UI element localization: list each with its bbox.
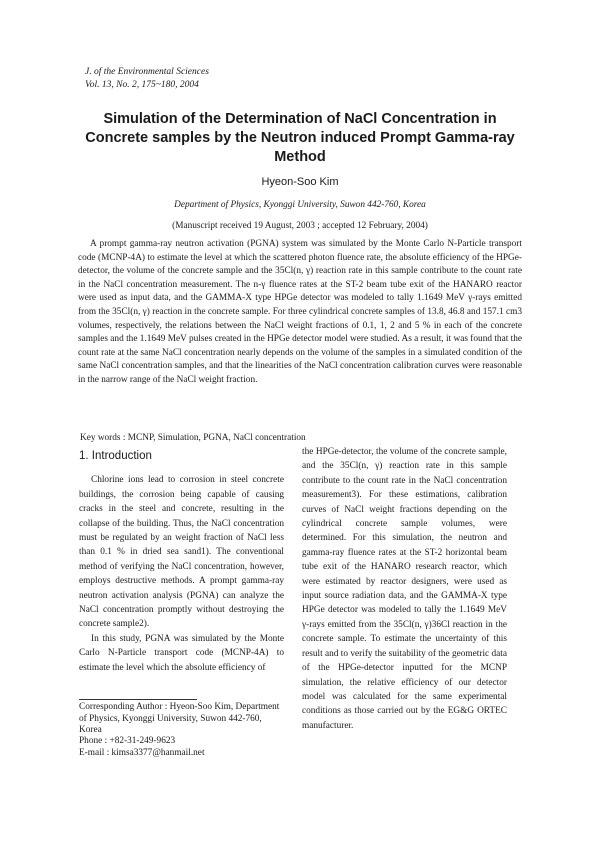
left-column [79,445,284,759]
intro-paragraph-1: Chlorine ions lead to corrosion in steel concrete buildings, the corrosion being capable of causing cracks in the steel and concrete, resulting in the collapse of the building. Thus, the NaCl concentration must be regulated by an weight fraction of NaCl less than 0.1 % in dried sea sand1). The conventional method of verifying the NaCl concentration, however, employs destructive methods. A prompt gamma-ray neutron activation analysis (PGNA) can analyze the NaCl concentration promptly without destroying the concrete sample2). [79,475,284,630]
right-column [302,445,507,733]
footnote-divider [79,699,197,700]
corresponding-phone: Phone : +82-31-249-9623 [79,736,176,747]
manuscript-dates: (Manuscript received 19 August, 2003 ; accepted 12 February, 2004) [172,221,428,231]
journal-name: J. of the Environmental Sciences [85,67,209,77]
title-line-3: Method [274,149,326,165]
section-heading: 1. Introduction [79,450,152,462]
title-line-1: Simulation of the Determination of NaCl Concentration in [103,111,497,127]
keywords: Key words : MCNP, Simulation, PGNA, NaCl concentration [80,433,306,443]
paper-title [60,110,540,167]
journal-volume: Vol. 13, No. 2, 175~180, 2004 [85,80,199,90]
author-name: Hyeon-Soo Kim [261,176,339,188]
journal-citation [85,66,209,92]
intro-paragraph-2: In this study, PGNA was simulated by the Monte Carlo N-Particle transport code (MCNP-4A) to estimate the level which the absolute efficiency of [79,633,284,673]
corresponding-email: E-mail : kimsa3377@hanmail.net [79,747,205,758]
intro-paragraph-continued: the HPGe-detector, the volume of the concrete sample, and the 35Cl(n, γ) reaction rate in this sample contribute to the count rate in the NaCl concentration measurement3). For these estimations, calibration curves of NaCl weight fractions depending on the cylindrical concrete sample volumes, were determined. For this simulation, the neutron and gamma-ray fluence rates at the ST-2 horizontal beam tube exit of the HANARO research reactor, which were estimated by reactor designers, were used as input source radiation data, and the GAMMA-X type HPGe detector was modeled to tally the 1.1649 MeV γ-rays emitted from the 35Cl(n, γ)36Cl reaction in the concrete sample. To estimate the uncertainty of this result and to verify the suitability of the geometric data of the HPGe-detector inputted for the MCNP simulation, the relative efficiency of our detector model was calculated for the same experimental conditions as those carried out by the EG&G ORTEC manufacturer. [302,447,507,731]
author-affiliation: Department of Physics, Kyonggi University, Suwon 442-760, Korea [174,200,426,210]
title-line-2: Concrete samples by the Neutron induced Prompt Gamma-ray [85,130,515,146]
corresponding-author: Corresponding Author : Hyeon-Soo Kim, Department of Physics, Kyonggi University, Suwon 442-760, Korea [79,702,280,735]
abstract: A prompt gamma-ray neutron activation (PGNA) system was simulated by the Monte Carlo N-Particle transport code (MCNP-4A) to estimate the level at which the scattered photon fluence rate, the absolute efficiency of the HPGe-detector, the volume of the concrete sample and the 35Cl(n, γ) reaction rate in this sample contribute to the count rate in the NaCl concentration measurement. The n-γ fluence rates at the ST-2 beam tube exit of the HANARO reactor were used as input data, and the GAMMA-X type HPGe detector was modeled to tally 1.1649 MeV γ-rays emitted from the 35Cl(n, γ) reaction in the concrete sample. For three cylindrical concrete samples of 13.8, 46.8 and 157.1 cm3 volumes, respectively, the relations between the NaCl weight fractions of 0.1, 1, 2 and 5 % in each of the concrete samples and the 1.1649 MeV pulses created in the HPGe detector model were studied. As a result, it was found that the count rate at the same NaCl concentration nearly depends on the volume of the samples in a simulated condition of the same NaCl concentration samples, and that the linearities of the NaCl concentration calibration curves were reasonable in the narrow range of the NaCl weight fraction. [78,239,522,385]
